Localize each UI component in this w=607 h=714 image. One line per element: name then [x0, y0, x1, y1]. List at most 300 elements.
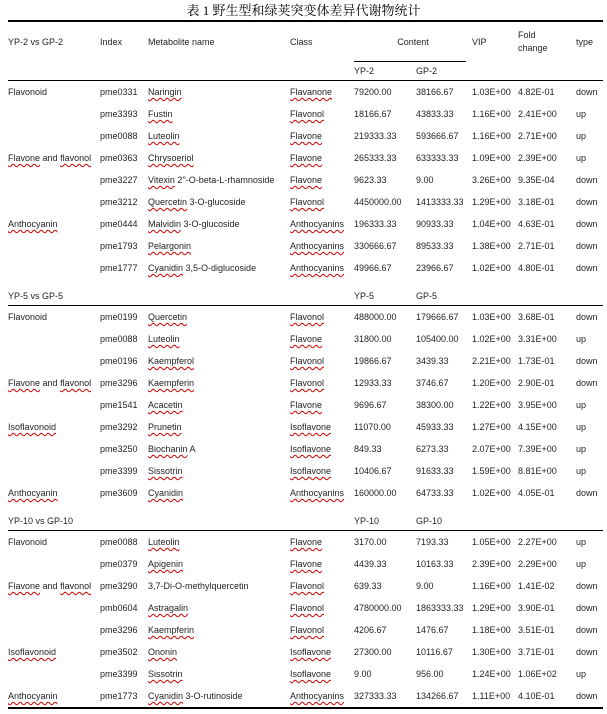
cell-index: pme0088	[100, 131, 138, 141]
cell-index: pme3227	[100, 175, 138, 185]
cell-index: pme1773	[100, 691, 138, 701]
cell-metabolite-name	[148, 131, 290, 141]
section-2-yp-label: YP-5	[354, 291, 375, 301]
squiggle-text: Flavone	[290, 175, 323, 185]
cell-index: pme3393	[100, 109, 138, 119]
section-3-label: YP-10 vs GP-10	[8, 516, 74, 526]
cell-index: pme1793	[100, 241, 138, 251]
cell-metabolite-name: Cyanidin 3,5-O-diglucoside	[148, 263, 257, 273]
cell-class	[290, 219, 354, 229]
header-vip: VIP	[472, 37, 487, 47]
cell-index: pme3212	[100, 197, 138, 207]
cell-fold-change: 3.31E+00	[518, 334, 557, 344]
cell-metabolite-name	[148, 466, 290, 476]
squiggle-text: Kaempferin	[148, 378, 195, 388]
cell-index: pme3292	[100, 422, 138, 432]
squiggle-text: Flavone	[290, 559, 323, 569]
cell-gp-content: 3746.67	[416, 378, 449, 388]
header-index: Index	[100, 37, 123, 47]
cell-yp-content: 4450000.00	[354, 197, 402, 207]
cell-yp-content: 11070.00	[354, 422, 391, 432]
section-gap	[8, 279, 603, 287]
cell-metabolite-name	[148, 241, 290, 251]
squiggle-text: Isoflavone	[290, 444, 332, 454]
cell-yp-content: 330666.67	[354, 241, 397, 251]
cell-category	[8, 647, 100, 657]
cell-fold-change: 2.29E+00	[518, 559, 557, 569]
cell-metabolite-name	[148, 153, 290, 163]
cell-type: down	[576, 647, 598, 657]
cell-category	[8, 488, 100, 498]
cell-fold-change: 2.71E+00	[518, 131, 557, 141]
squiggle-text: Flavone	[8, 581, 41, 591]
table-row	[8, 394, 603, 416]
cell-type: down	[576, 356, 598, 366]
cell-index: pme0088	[100, 537, 138, 547]
cell-index: pme3296	[100, 625, 138, 635]
subheader-yp: YP-2	[354, 66, 375, 76]
table-row	[8, 103, 603, 125]
squiggle-text: Sissotrin	[148, 466, 183, 476]
header-content-label: Content	[397, 37, 429, 47]
header-fold-change	[518, 29, 576, 55]
cell-gp-content: 105400.00	[416, 334, 459, 344]
cell-category: Flavonoid	[8, 87, 48, 97]
table-row	[8, 597, 603, 619]
table-row	[8, 460, 603, 482]
squiggle-text: Anthocyanins	[290, 488, 345, 498]
cell-fold-change: 9.35E-04	[518, 175, 555, 185]
table-row	[8, 619, 603, 641]
cell-fold-change: 7.39E+00	[518, 444, 557, 454]
cell-gp-content: 3439.33	[416, 356, 449, 366]
table-row	[8, 213, 603, 235]
cell-metabolite-name	[148, 488, 290, 498]
table-title: 表 1 野生型和绿荚突变体差异代谢物统计	[186, 3, 421, 18]
cell-fold-change: 4.80E-01	[518, 263, 555, 273]
cell-metabolite-name: Cyanidin 3-O-rutinoside	[148, 691, 243, 701]
squiggle-text: Flavonol	[290, 625, 325, 635]
cell-fold-change: 1.73E-01	[518, 356, 555, 366]
cell-gp-content: 633333.33	[416, 153, 459, 163]
cell-gp-content: 593666.67	[416, 131, 459, 141]
cell-index: pme0088	[100, 334, 138, 344]
squiggle-text: Cyanidin	[148, 691, 184, 701]
cell-index: pme0379	[100, 559, 138, 569]
cell-class	[290, 175, 354, 185]
squiggle-text: Flavonol	[290, 581, 325, 591]
table-row	[8, 191, 603, 213]
cell-category	[8, 219, 100, 229]
cell-class	[290, 87, 354, 97]
metabolite-table	[8, 20, 603, 709]
cell-fold-change: 3.51E-01	[518, 625, 555, 635]
section-3-gp-label: GP-10	[416, 516, 443, 526]
cell-index: pme1777	[100, 263, 138, 273]
cell-gp-content: 45933.33	[416, 422, 454, 432]
cell-fold-change: 4.10E-01	[518, 691, 555, 701]
cell-gp-content: 64733.33	[416, 488, 454, 498]
cell-type: up	[576, 153, 587, 163]
squiggle-text: Flavonol	[290, 197, 325, 207]
cell-type: down	[576, 263, 598, 273]
cell-vip: 2.21E+00	[472, 356, 511, 366]
cell-class	[290, 334, 354, 344]
cell-vip: 2.39E+00	[472, 559, 511, 569]
cell-fold-change: 2.90E-01	[518, 378, 555, 388]
cell-gp-content: 9.00	[416, 175, 434, 185]
cell-yp-content: 639.33	[354, 581, 382, 591]
cell-index: pme0363	[100, 153, 138, 163]
cell-class	[290, 197, 354, 207]
cell-type: down	[576, 87, 598, 97]
cell-class	[290, 400, 354, 410]
cell-type: down	[576, 488, 598, 498]
cell-yp-content: 79200.00	[354, 87, 392, 97]
cell-metabolite-name	[148, 647, 290, 657]
cell-category: Flavone and flavonol	[8, 153, 92, 163]
cell-index: pme3399	[100, 669, 138, 679]
cell-gp-content: 90933.33	[416, 219, 454, 229]
squiggle-text: Isoflavone	[290, 466, 332, 476]
cell-vip: 1.59E+00	[472, 466, 511, 476]
squiggle-text: Isoflavonoid	[8, 647, 57, 657]
cell-metabolite-name	[148, 603, 290, 613]
cell-gp-content: 43833.33	[416, 109, 454, 119]
cell-vip: 1.27E+00	[472, 422, 511, 432]
cell-fold-change: 1.06E+02	[518, 669, 557, 679]
squiggle-text: Biochanin	[148, 444, 188, 454]
cell-fold-change: 3.95E+00	[518, 400, 557, 410]
cell-vip: 1.30E+00	[472, 647, 511, 657]
table-row	[8, 641, 603, 663]
cell-class	[290, 263, 354, 273]
squiggle-text: Anthocyanins	[290, 219, 345, 229]
cell-yp-content: 31800.00	[354, 334, 392, 344]
section-3-yp-label: YP-10	[354, 516, 380, 526]
cell-metabolite-name	[148, 312, 290, 322]
cell-gp-content: 23966.67	[416, 263, 454, 273]
cell-index: pme3296	[100, 378, 138, 388]
section-3-rows	[8, 531, 603, 707]
table-row	[8, 372, 603, 394]
cell-class	[290, 603, 354, 613]
cell-vip: 1.16E+00	[472, 581, 511, 591]
cell-type: up	[576, 334, 587, 344]
cell-class	[290, 466, 354, 476]
squiggle-text: Flavonol	[290, 603, 325, 613]
squiggle-text: Flavone	[8, 153, 41, 163]
cell-fold-change: 1.41E-02	[518, 581, 555, 591]
squiggle-text: Anthocyanin	[8, 691, 58, 701]
cell-class	[290, 131, 354, 141]
header-fold-line1: Fold	[518, 30, 536, 40]
squiggle-text: Fustin	[148, 109, 173, 119]
cell-vip: 1.16E+00	[472, 109, 511, 119]
cell-class	[290, 444, 354, 454]
cell-yp-content: 265333.33	[354, 153, 397, 163]
cell-metabolite-name	[148, 109, 290, 119]
cell-fold-change: 4.15E+00	[518, 422, 557, 432]
section-1-rows	[8, 81, 603, 279]
squiggle-text: Quercetin	[148, 312, 188, 322]
cell-gp-content: 1413333.33	[416, 197, 464, 207]
cell-fold-change: 3.71E-01	[518, 647, 555, 657]
squiggle-text: Anthocyanin	[8, 219, 58, 229]
header-class: Class	[290, 37, 313, 47]
squiggle-text: Chrysoeriol	[148, 153, 194, 163]
squiggle-text: Flavonol	[290, 109, 325, 119]
cell-metabolite-name	[148, 422, 290, 432]
cell-class	[290, 537, 354, 547]
squiggle-text: Flavonol	[290, 356, 325, 366]
cell-vip: 1.22E+00	[472, 400, 511, 410]
cell-gp-content: 10116.67	[416, 647, 453, 657]
cell-vip: 1.24E+00	[472, 669, 511, 679]
cell-fold-change: 3.68E-01	[518, 312, 555, 322]
cell-yp-content: 4439.33	[354, 559, 387, 569]
table-row	[8, 575, 603, 597]
header-metabolite-name: Metabolite name	[148, 37, 215, 47]
cell-gp-content: 38300.00	[416, 400, 454, 410]
cell-class	[290, 559, 354, 569]
cell-type: up	[576, 466, 587, 476]
cell-gp-content: 134266.67	[416, 691, 459, 701]
table-row	[8, 306, 603, 328]
squiggle-text: Isoflavone	[290, 647, 332, 657]
cell-vip: 1.38E+00	[472, 241, 511, 251]
cell-fold-change: 2.27E+00	[518, 537, 557, 547]
squiggle-text: Flavone	[290, 400, 323, 410]
cell-yp-content: 327333.33	[354, 691, 397, 701]
cell-type: down	[576, 219, 598, 229]
cell-vip: 1.02E+00	[472, 263, 511, 273]
section-2-label: YP-5 vs GP-5	[8, 291, 64, 301]
cell-yp-content: 27300.00	[354, 647, 392, 657]
cell-yp-content: 3170.00	[354, 537, 387, 547]
squiggle-text: Flavonol	[290, 312, 325, 322]
cell-fold-change: 4.05E-01	[518, 488, 555, 498]
cell-class	[290, 691, 354, 701]
squiggle-text: Flavone	[8, 378, 41, 388]
cell-gp-content: 6273.33	[416, 444, 449, 454]
cell-gp-content: 956.00	[416, 669, 444, 679]
table-row	[8, 125, 603, 147]
squiggle-text: Anthocyanins	[290, 241, 345, 251]
squiggle-text: Sissotrin	[148, 669, 183, 679]
cell-category: Flavonoid	[8, 537, 48, 547]
squiggle-text: flavonol	[60, 153, 92, 163]
cell-type: up	[576, 131, 587, 141]
table-row	[8, 438, 603, 460]
table-subheader-row	[8, 62, 603, 81]
cell-gp-content: 10163.33	[416, 559, 454, 569]
cell-class	[290, 581, 354, 591]
squiggle-text: Anthocyanins	[290, 691, 345, 701]
cell-yp-content: 10406.67	[354, 466, 392, 476]
cell-index: pme3609	[100, 488, 138, 498]
table-row	[8, 147, 603, 169]
squiggle-text: Flavonol	[290, 378, 325, 388]
squiggle-text: Luteolin	[148, 131, 180, 141]
cell-type: up	[576, 669, 587, 679]
cell-class	[290, 109, 354, 119]
table-row	[8, 328, 603, 350]
cell-vip: 1.16E+00	[472, 131, 511, 141]
cell-gp-content: 1863333.33	[416, 603, 464, 613]
cell-type: down	[576, 241, 598, 251]
cell-yp-content: 12933.33	[354, 378, 392, 388]
table-row	[8, 482, 603, 504]
cell-category	[8, 422, 100, 432]
subheader-gp: GP-2	[416, 66, 438, 76]
cell-index: pme3290	[100, 581, 138, 591]
cell-type: up	[576, 559, 587, 569]
table-bottom-rule	[8, 707, 603, 709]
cell-index: pmb0604	[100, 603, 138, 613]
squiggle-text: Luteolin	[148, 334, 180, 344]
cell-metabolite-name	[148, 334, 290, 344]
cell-metabolite-name	[148, 378, 290, 388]
squiggle-text: Kaempferin	[148, 625, 195, 635]
table-row	[8, 531, 603, 553]
table-row	[8, 350, 603, 372]
squiggle-text: Quercetin	[148, 197, 188, 207]
cell-index: pme0444	[100, 219, 138, 229]
cell-type: up	[576, 444, 587, 454]
cell-vip: 1.04E+00	[472, 219, 511, 229]
cell-metabolite-name: 3,7-Di-O-methylquercetin	[148, 581, 249, 591]
cell-fold-change: 4.63E-01	[518, 219, 555, 229]
cell-yp-content: 4206.67	[354, 625, 387, 635]
squiggle-text: Acacetin	[148, 400, 183, 410]
cell-vip: 1.02E+00	[472, 488, 511, 498]
cell-vip: 2.07E+00	[472, 444, 511, 454]
cell-gp-content: 38166.67	[416, 87, 454, 97]
cell-class	[290, 647, 354, 657]
cell-type: down	[576, 175, 598, 185]
cell-fold-change: 2.71E-01	[518, 241, 555, 251]
cell-yp-content: 219333.33	[354, 131, 397, 141]
cell-yp-content: 196333.33	[354, 219, 397, 229]
table-row	[8, 663, 603, 685]
cell-vip: 1.11E+00	[472, 691, 511, 701]
cell-vip: 1.18E+00	[472, 625, 511, 635]
cell-metabolite-name	[148, 559, 290, 569]
squiggle-text: Kaempferol	[148, 356, 195, 366]
cell-metabolite-name: Malvidin 3-O-glucoside	[148, 219, 240, 229]
squiggle-text: Naringin	[148, 87, 182, 97]
cell-fold-change: 4.82E-01	[518, 87, 555, 97]
squiggle-text: Isoflavone	[290, 422, 332, 432]
cell-class	[290, 488, 354, 498]
cell-vip: 1.29E+00	[472, 603, 511, 613]
cell-vip: 1.05E+00	[472, 537, 511, 547]
table-row	[8, 235, 603, 257]
cell-category: Flavone and flavonol	[8, 378, 92, 388]
cell-fold-change: 8.81E+00	[518, 466, 557, 476]
squiggle-text: Flavone	[290, 153, 323, 163]
cell-index: pme3250	[100, 444, 138, 454]
cell-yp-content: 160000.00	[354, 488, 397, 498]
squiggle-text: Flavone	[290, 334, 323, 344]
squiggle-text: Anthocyanins	[290, 263, 345, 273]
cell-type: up	[576, 400, 587, 410]
cell-yp-content: 849.33	[354, 444, 382, 454]
cell-type: up	[576, 537, 587, 547]
cell-type: down	[576, 378, 598, 388]
cell-class	[290, 625, 354, 635]
cell-metabolite-name	[148, 625, 290, 635]
cell-vip: 1.03E+00	[472, 312, 511, 322]
table-row	[8, 416, 603, 438]
cell-metabolite-name: Vitexin 2''-O-beta-L-rhamnoside	[148, 175, 275, 185]
section-3-header	[8, 512, 603, 531]
squiggle-text: Vitexin	[148, 175, 175, 185]
cell-class	[290, 422, 354, 432]
cell-metabolite-name	[148, 537, 290, 547]
section-2-header	[8, 287, 603, 306]
cell-vip: 1.20E+00	[472, 378, 511, 388]
cell-class	[290, 669, 354, 679]
cell-category	[8, 691, 100, 701]
section-gap	[8, 504, 603, 512]
squiggle-text: Flavanone	[290, 87, 333, 97]
header-compare-label: YP-2 vs GP-2	[8, 37, 64, 47]
squiggle-text: Anthocyanin	[8, 488, 58, 498]
cell-class	[290, 378, 354, 388]
cell-gp-content: 7193.33	[416, 537, 449, 547]
squiggle-text: Isoflavone	[290, 669, 332, 679]
header-type: type	[576, 37, 594, 47]
cell-class	[290, 153, 354, 163]
squiggle-text: Astragalin	[148, 603, 189, 613]
squiggle-text: flavonol	[60, 581, 92, 591]
cell-type: down	[576, 197, 598, 207]
cell-fold-change: 2.39E+00	[518, 153, 557, 163]
cell-type: up	[576, 109, 587, 119]
squiggle-text: Apigenin	[148, 559, 184, 569]
squiggle-text: Flavone	[290, 131, 323, 141]
cell-gp-content: 179666.67	[416, 312, 459, 322]
cell-metabolite-name	[148, 356, 290, 366]
cell-type: down	[576, 581, 598, 591]
cell-gp-content: 89533.33	[416, 241, 454, 251]
squiggle-text: Pelargonin	[148, 241, 192, 251]
cell-metabolite-name: Quercetin 3-O-glucoside	[148, 197, 246, 207]
section-2-gp-label: GP-5	[416, 291, 438, 301]
cell-index: pme1541	[100, 400, 138, 410]
cell-metabolite-name	[148, 669, 290, 679]
cell-class	[290, 312, 354, 322]
cell-index: pme0331	[100, 87, 138, 97]
cell-yp-content: 19866.67	[354, 356, 392, 366]
header-content-group	[354, 22, 472, 62]
cell-yp-content: 4780000.00	[354, 603, 402, 613]
squiggle-text: Isoflavonoid	[8, 422, 57, 432]
squiggle-text: Cyanidin	[148, 488, 184, 498]
cell-type: down	[576, 312, 598, 322]
cell-yp-content: 9.00	[354, 669, 372, 679]
squiggle-text: Ononin	[148, 647, 178, 657]
table-row	[8, 685, 603, 707]
cell-yp-content: 49966.67	[354, 263, 392, 273]
cell-metabolite-name	[148, 87, 290, 97]
cell-category: Flavonoid	[8, 312, 48, 322]
section-2-rows	[8, 306, 603, 504]
cell-type: up	[576, 422, 587, 432]
squiggle-text: Malvidin	[148, 219, 182, 229]
